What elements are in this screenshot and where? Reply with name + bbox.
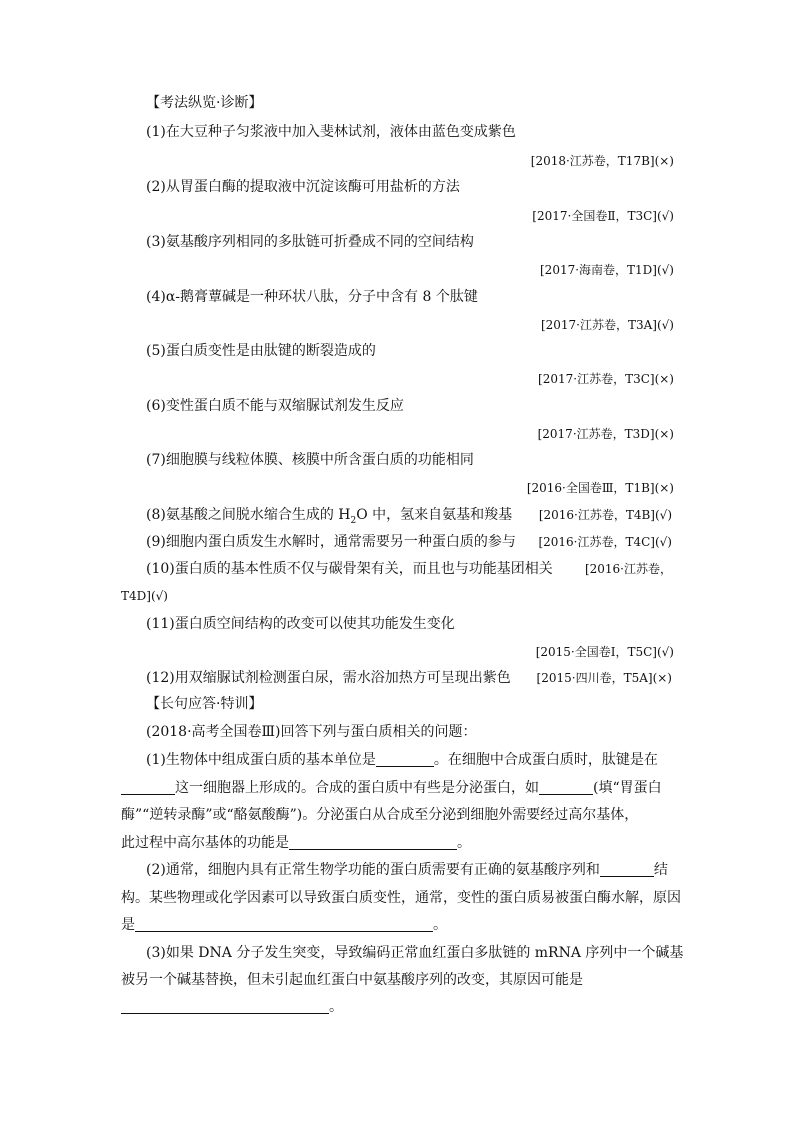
source-2: [2017·全国卷Ⅱ，T3C](√) [532,209,674,223]
question-10-row [146,560,672,578]
question-1: (1)在大豆种子匀浆液中加入斐林试剂，液体由蓝色变成紫色 [146,124,516,140]
source-10: [2016·江苏卷， [584,562,672,576]
question-9: (9)细胞内蛋白质发生水解时，通常需要另一种蛋白质的参与 [146,534,516,550]
part1-line1: (1)生物体中组成蛋白质的基本单位是 。在细胞中合成蛋白质时，肽键是在 [146,752,658,768]
exam-intro: (2018·高考全国卷Ⅲ)回答下列与蛋白质相关的问题： [146,724,477,740]
source-3: [2017·海南卷，T1D](√) [540,263,674,277]
answer-blank-7[interactable] [121,999,329,1014]
question-5: (5)蛋白质变性是由肽键的断裂造成的 [146,343,376,359]
question-3: (3)氨基酸序列相同的多肽链可折叠成不同的空间结构 [146,234,474,250]
part1-line4: 此过程中高尔基体的功能是 。 [121,835,471,851]
source-11: [2015·全国卷Ⅰ，T5C](√) [535,645,674,659]
source-5: [2017·江苏卷，T3C](×) [538,372,674,386]
part1-line2: 这一细胞器上形成的。合成的蛋白质中有些是分泌蛋白，如 (填“胃蛋白 [121,779,662,797]
question-8-row [146,506,672,530]
source-12: [2015·四川卷，T5A](×) [536,671,672,685]
part3-line3: 。 [121,998,343,1016]
question-12-row [146,669,672,687]
question-8: (8)氨基酸之间脱水缩合生成的 $H_2O$ 中，氢来自氨基和羧基 [146,507,513,526]
source-7: [2016·全国卷Ⅲ，T1B](×) [526,481,674,495]
part3-line1: (3)如果 DNA 分子发生突变，导致编码正常血红蛋白多肽链的 mRNA 序列中一个碱基 [146,945,684,961]
section-title-diagnosis: 【考法纵览·诊断】 [146,95,263,111]
answer-blank-1[interactable] [376,752,434,767]
part3-line2: 被另一个碱基替换，但未引起血红蛋白中氨基酸序列的改变，其原因可能是 [121,972,583,988]
answer-blank-3[interactable] [539,780,593,795]
part2-line3: 是 。 [121,917,447,933]
answer-blank-5[interactable] [600,862,654,877]
part2-line1: (2)通常，细胞内具有正常生物学功能的蛋白质需要有正确的氨基酸序列和 结 [146,862,668,878]
question-9-row [146,533,672,551]
source-6: [2017·江苏卷，T3D](×) [537,427,674,441]
part1-line3: 酶”“逆转录酶”或“酪氨酸酶”)。分泌蛋白从合成至分泌到细胞外需要经过高尔基体， [121,807,639,823]
answer-blank-2[interactable] [121,780,175,795]
question-7: (7)细胞膜与线粒体膜、核膜中所含蛋白质的功能相同 [146,452,474,468]
source-8: [2016·江苏卷，T4B](√) [538,508,672,522]
question-2: (2)从胃蛋白酶的提取液中沉淀该酶可用盐析的方法 [146,179,460,195]
question-10: (10)蛋白质的基本性质不仅与碳骨架有关，而且也与功能基团相关 [146,561,553,577]
source-4: [2017·江苏卷，T3A](√) [540,318,674,332]
question-4: (4)α-鹅膏蕈碱是一种环状八肽，分子中含有 8 个肽键 [146,289,478,305]
question-11: (11)蛋白质空间结构的改变可以使其功能发生变化 [146,616,455,632]
source-1: [2018·江苏卷，T17B](×) [530,154,674,168]
question-12: (12)用双缩脲试剂检测蛋白尿，需水浴加热方可呈现出紫色 [146,670,511,686]
answer-blank-4[interactable] [289,835,457,850]
source-9: [2016·江苏卷，T4C](√) [538,535,672,549]
answer-blank-6[interactable] [135,917,433,932]
section-title-training: 【长句应答·特训】 [146,696,263,712]
part2-line2: 构。某些物理或化学因素可以导致蛋白质变性，通常，变性的蛋白质易被蛋白酶水解，原因 [121,890,681,906]
source-10-cont: T4D](√) [121,589,168,603]
question-6: (6)变性蛋白质不能与双缩脲试剂发生反应 [146,398,404,414]
